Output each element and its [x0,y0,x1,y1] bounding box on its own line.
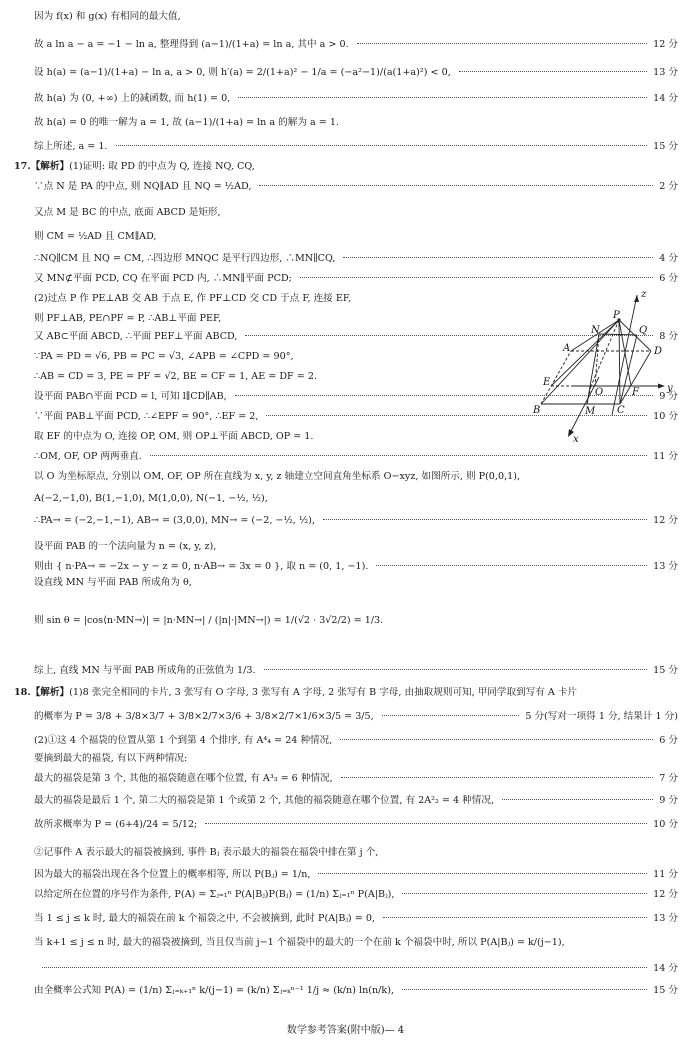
line-text: 故 h(a) 为 (0, +∞) 上的减函数, 而 h(1) = 0, [34,93,231,104]
solution-line [34,230,678,243]
line-text: 设 h(a) = (a−1)/(1+a) − ln a, a > 0, 则 h′(a) = 2/(1+a)² − 1/a = (−a²−1)/(a(1+a)²) < 0, [34,67,451,78]
line-text: 由全概率公式知 P(A) = (1/n) Σⱼ₌ₖ₊₁ⁿ k/(j−1) = (k/n) Σⱼ₌ₖⁿ⁻¹ 1/j ≈ (k/n) ln(n/k), [34,985,395,996]
analysis-tag: 【解析】 [30,161,70,172]
dot-leader [323,518,647,520]
score-mark: 13 分 [653,913,678,924]
score-mark: 8 分 [659,331,678,342]
line-text: (1)证明: 取 PD 的中点为 Q, 连接 NQ, CQ, [69,161,255,172]
line-text: 的概率为 P = 3/8 + 3/8×3/7 + 3/8×2/7×3/6 + 3/8×2/7×1/6×3/5 = 3/5, [34,711,374,722]
line-text: 当 1 ≤ j ≤ k 时, 最大的福袋在前 k 个福袋之中, 不会被摘到, 此时 P(A|Bⱼ) = 0, [34,913,375,924]
score-mark: 12 分 [653,39,678,50]
analysis-tag: 【解析】 [30,687,70,698]
solution-line [34,846,678,859]
line-text: 设直线 MN 与平面 PAB 所成角为 θ, [34,577,192,588]
solution-line [34,140,678,153]
line-text: ∴PA→ = (−2,−1,−1), AB→ = (3,0,0), MN→ = (−2, −½, ½), [34,515,315,526]
solution-line [34,752,678,765]
figure-label-Q: Q [639,325,648,336]
score-mark: 4 分 [659,253,678,264]
line-text: 又 AB⊂平面 ABCD, ∴平面 PEF⊥平面 ABCD, [34,331,238,342]
score-mark: 2 分 [659,181,678,192]
solution-line [34,252,678,265]
dot-leader [318,872,647,874]
figure-label-B: B [533,405,541,416]
solution-line [34,936,678,949]
line-text: 故所求概率为 P = (6+4)/24 = 5/12; [34,819,198,830]
solution-line [34,818,678,831]
figure-label-P: P [613,310,620,321]
line-text: (2)①这 4 个福袋的位置从第 1 个到第 4 个排序, 有 A⁴₄ = 24 种情况, [34,735,333,746]
solution-line [34,576,678,589]
solution-line [34,470,678,483]
line-text: 以给定所在位置的序号作为条件, P(A) = Σⱼ₌₁ⁿ P(A|Bⱼ)P(Bⱼ) = (1/n) Σⱼ₌₁ⁿ P(A|Bⱼ), [34,889,395,900]
solution-line [34,116,678,129]
solution-line [34,560,678,573]
solution-line [34,540,678,553]
score-mark: 13 分 [653,67,678,78]
problem-number: 18. [14,687,31,698]
line-text: 则 CM = ½AD 且 CM∥AD, [34,231,157,242]
score-mark: 14 分 [653,963,678,974]
score-mark: 10 分 [653,411,678,422]
solution-line [34,272,678,285]
line-text: A(−2,−1,0), B(1,−1,0), M(1,0,0), N(−1, −½, ½), [34,493,268,504]
figure-label-O: O [595,387,604,398]
dot-leader [383,916,647,918]
line-text: ∴AB = CD = 3, PE = PF = √2, BE = CF = 1, AE = DF = 2. [34,371,317,382]
line-text: 最大的福袋是最后 1 个, 第二大的福袋是第 1 个或第 2 个, 其他的福袋随意在哪个位置, 有 2A²₂ = 4 种情况, [34,795,494,806]
figure-label-M: M [585,406,596,417]
figure-label-A: A [563,343,571,354]
solution-line [34,492,678,505]
line-text: 因为最大的福袋出现在各个位置上的概率相等, 所以 P(Bⱼ) = 1/n, [34,869,311,880]
line-text: 故 h(a) = 0 的唯一解为 a = 1, 故 (a−1)/(1+a) = ln a 的解为 a = 1. [34,117,340,128]
score-mark: 6 分 [659,735,678,746]
line-text: 又 MN⊄平面 PCD, CQ 在平面 PCD 内, ∴MN∥平面 PCD; [34,273,292,284]
dot-leader [238,96,647,98]
dot-leader [357,42,647,44]
dot-leader [402,988,647,990]
solution-line [34,984,678,997]
score-mark: 9 分 [659,391,678,402]
line-text: ∵平面 PAB⊥平面 PCD, ∴∠EPF = 90°, ∴EF = 2, [34,411,259,422]
score-mark: 6 分 [659,273,678,284]
line-text: ∵点 N 是 PA 的中点, 则 NQ∥AD 且 NQ = ½AD, [34,181,252,192]
score-mark: 10 分 [653,819,678,830]
line-text: 要摘到最大的福袋, 有以下两种情况: [34,753,188,764]
solution-line [14,686,678,699]
solution-line [34,888,678,901]
score-mark: 15 分 [653,665,678,676]
solution-line [34,450,678,463]
line-text: 又点 M 是 BC 的中点, 底面 ABCD 是矩形, [34,207,221,218]
geometry-figure [533,287,683,447]
dot-leader [382,714,520,716]
solution-line [34,92,678,105]
dot-leader [402,892,647,894]
figure-label-C: C [617,405,625,416]
line-text: ②记事件 A 表示最大的福袋被摘到, 事件 Bⱼ 表示最大的福袋在福袋中排在第 j 个, [34,847,379,858]
dot-leader [343,256,653,258]
line-text: (2)过点 P 作 PE⊥AB 交 AB 于点 E, 作 PF⊥CD 交 CD 于点 F, 连接 EF, [34,293,352,304]
line-text: ∴NQ∥CM 且 NQ = CM, ∴四边形 MNQC 是平行四边形, ∴MN∥CQ, [34,253,336,264]
line-text: 则由 { n·PA→ = −2x − y − z = 0, n·AB→ = 3x = 0 }, 取 n = (0, 1, −1). [34,561,369,572]
solution-line [34,734,678,747]
figure-label-z: z [641,289,647,300]
dot-leader [502,798,653,800]
line-text: 故 a ln a − a = −1 − ln a, 整理得到 (a−1)/(1+a) = ln a, 其中 a > 0. [34,39,349,50]
figure-label-F: F [632,387,639,398]
score-mark: 9 分 [659,795,678,806]
solution-line [34,962,678,975]
line-text: 则 sin θ = |cos⟨n·MN→⟩| = |n·MN→| / (|n|·|MN→|) = 1/(√2 · 3√2/2) = 1/3. [34,615,384,626]
line-text: 最大的福袋是第 3 个, 其他的福袋随意在哪个位置, 有 A³₃ = 6 种情况, [34,773,333,784]
solution-line [34,794,678,807]
solution-line [34,664,678,677]
solution-line [34,10,678,23]
line-text: ∵PA = PD = √6, PB = PC = √3, ∠APB = ∠CPD = 90°, [34,351,294,362]
figure-label-N: N [591,325,600,336]
dot-leader [340,738,653,740]
score-mark: 13 分 [653,561,678,572]
line-text: 以 O 为坐标原点, 分别以 OM, OF, OP 所在直线为 x, y, z 轴建立空间直角坐标系 O−xyz, 如图所示, 则 P(0,0,1), [34,471,521,482]
figure-label-D: D [654,346,663,357]
solution-line [34,38,678,51]
dot-leader [459,70,647,72]
solution-line [34,180,678,193]
dot-leader [300,276,653,278]
line-text: (1)8 张完全相同的卡片, 3 张写有 O 字母, 3 张写有 A 字母, 2 张写有 B 字母, 由抽取规则可知, 甲同学取到写有 A 卡片 [69,687,578,698]
dot-leader [205,822,647,824]
page-footer: 数学参考答案(附中版)— 4 [286,1025,405,1036]
score-mark: 11 分 [653,869,678,880]
solution-line [34,868,678,881]
score-mark: 14 分 [653,93,678,104]
score-mark: 11 分 [653,451,678,462]
line-text: 设平面 PAB 的一个法向量为 n = (x, y, z), [34,541,217,552]
solution-line [34,66,678,79]
score-mark: 15 分 [653,141,678,152]
solution-line [34,710,678,723]
line-text: 因为 f(x) 和 g(x) 有相同的最大值, [34,11,181,22]
score-mark: 12 分 [653,889,678,900]
dot-leader [341,776,654,778]
solution-line [34,912,678,925]
dot-leader [376,564,647,566]
score-mark: 5 分(写对一项得 1 分, 结果计 1 分) [525,711,678,722]
dot-leader [259,184,653,186]
solution-line [34,772,678,785]
line-text: 综上, 直线 MN 与平面 PAB 所成角的正弦值为 1/3. [34,665,256,676]
solution-line [34,514,678,527]
solution-line [34,614,678,627]
score-mark: 7 分 [659,773,678,784]
problem-number: 17. [14,161,31,172]
line-text: 则 PF⊥AB, PE∩PF = P, ∴AB⊥平面 PEF, [34,313,222,324]
figure-label-y: y [667,383,673,394]
line-text: ∴OM, OF, OP 两两垂直. [34,451,142,462]
dot-leader [42,966,647,968]
solution-line [34,206,678,219]
figure-label-x: x [573,434,579,445]
score-mark: 12 分 [653,515,678,526]
figure-label-E: E [543,377,551,388]
line-text: 设平面 PAB∩平面 PCD = l, 可知 l∥CD∥AB, [34,391,227,402]
line-text: 当 k+1 ≤ j ≤ n 时, 最大的福袋被摘到, 当且仅当前 j−1 个福袋中的最大的一个在前 k 个福袋中时, 所以 P(A|Bⱼ) = k/(j−1), [34,937,565,948]
solution-line [14,160,678,173]
line-text: 综上所述, a = 1. [34,141,108,152]
score-mark: 15 分 [653,985,678,996]
dot-leader [116,144,648,146]
dot-leader [264,668,648,670]
line-text: 取 EF 的中点为 O, 连接 OP, OM, 则 OP⊥平面 ABCD, OP = 1. [34,431,314,442]
dot-leader [150,454,647,456]
